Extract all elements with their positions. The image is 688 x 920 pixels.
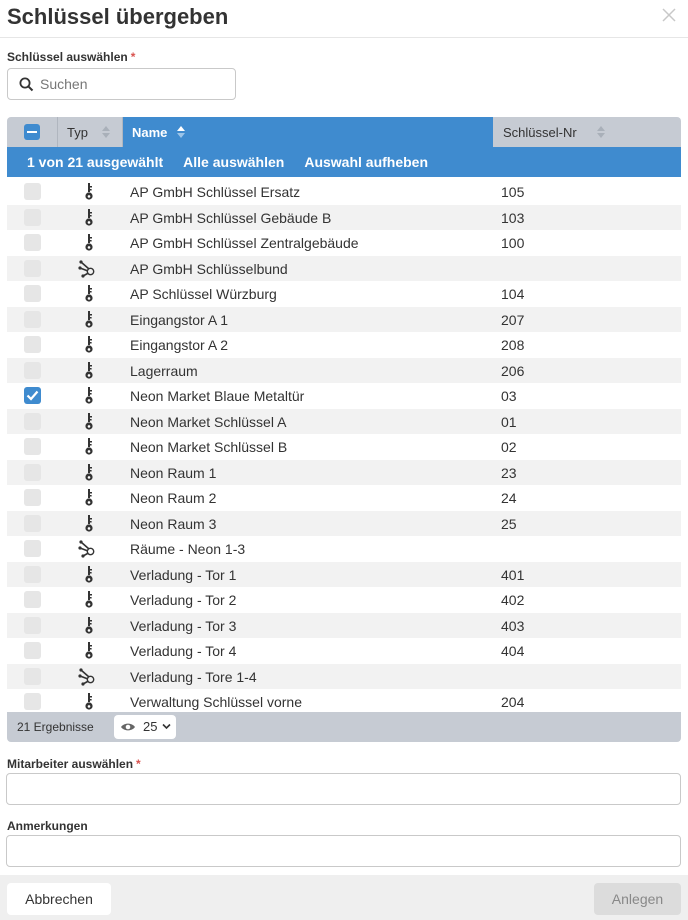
- required-mark: *: [136, 757, 141, 771]
- table-row[interactable]: [7, 409, 681, 435]
- row-name: Neon Raum 3: [130, 515, 217, 532]
- row-number: 03: [501, 388, 517, 404]
- row-number: 103: [501, 209, 525, 226]
- row-checkbox[interactable]: [24, 693, 41, 710]
- key-icon: [81, 182, 97, 202]
- column-header-type[interactable]: [67, 117, 88, 147]
- column-type-label: Typ: [67, 124, 88, 140]
- row-checkbox[interactable]: [24, 617, 41, 634]
- page-size-value: 25: [143, 719, 158, 734]
- table-row[interactable]: [7, 587, 681, 613]
- row-name: Räume - Neon 1-3: [130, 541, 246, 557]
- select-all-link[interactable]: Alle auswählen: [183, 154, 285, 170]
- column-name-label: Name: [132, 124, 168, 140]
- keyring-icon: [78, 667, 98, 687]
- row-number: 02: [501, 439, 517, 455]
- notes-label: Anmerkungen: [7, 819, 88, 833]
- sort-icon[interactable]: [596, 125, 606, 139]
- row-checkbox[interactable]: [24, 642, 41, 659]
- row-name: AP GmbH Schlüssel Zentralgebäude: [130, 235, 359, 251]
- key-icon: [81, 233, 97, 253]
- table-row[interactable]: [7, 562, 681, 588]
- table-row[interactable]: [7, 358, 681, 384]
- table-row[interactable]: [7, 664, 681, 690]
- row-name: Lagerraum: [130, 362, 198, 379]
- row-number: 207: [501, 311, 525, 328]
- row-number: 105: [501, 184, 525, 200]
- row-number: 401: [501, 566, 525, 583]
- row-checkbox[interactable]: [24, 336, 41, 353]
- row-checkbox[interactable]: [24, 387, 41, 404]
- table-row[interactable]: [7, 281, 681, 307]
- row-checkbox[interactable]: [24, 489, 41, 506]
- sort-icon[interactable]: [101, 125, 111, 139]
- column-number-label: Schlüssel-Nr: [503, 124, 577, 140]
- key-icon: [81, 514, 97, 534]
- row-name: Eingangstor A 1: [130, 311, 229, 328]
- row-name: AP GmbH Schlüssel Gebäude B: [130, 209, 332, 226]
- select-all-checkbox[interactable]: [24, 124, 40, 140]
- search-box[interactable]: [7, 68, 236, 100]
- required-mark: *: [130, 50, 136, 64]
- grid-body: [7, 179, 681, 715]
- key-icon: [81, 437, 97, 457]
- key-icon: [81, 361, 97, 381]
- row-number: 24: [501, 490, 517, 506]
- row-number: 01: [501, 413, 517, 430]
- row-checkbox[interactable]: [24, 438, 41, 455]
- employee-select-label: Mitarbeiter auswählen *: [7, 757, 141, 771]
- page-size-select[interactable]: [114, 715, 176, 739]
- grid-footer: [7, 712, 681, 742]
- row-number: 404: [501, 643, 525, 659]
- search-input[interactable]: [40, 73, 230, 95]
- dialog-title: Schlüssel übergeben: [7, 4, 229, 29]
- submit-button[interactable]: Anlegen: [594, 883, 681, 915]
- table-row[interactable]: [7, 332, 681, 358]
- key-icon: [81, 488, 97, 508]
- table-row[interactable]: [7, 205, 681, 231]
- row-checkbox[interactable]: [24, 668, 41, 685]
- key-icon: [81, 335, 97, 355]
- key-icon: [81, 412, 97, 432]
- row-checkbox[interactable]: [24, 413, 41, 430]
- key-grid: [7, 117, 681, 742]
- row-number: 204: [501, 694, 525, 710]
- sort-asc-icon: [176, 125, 186, 139]
- row-number: 104: [501, 286, 525, 302]
- chevron-down-icon: [162, 723, 171, 730]
- row-checkbox[interactable]: [24, 515, 41, 532]
- key-select-label: Schlüssel auswählen *: [7, 50, 136, 64]
- selection-status: 1 von 21 ausgewählt: [27, 154, 164, 170]
- column-header-number[interactable]: [503, 117, 577, 147]
- table-row[interactable]: [7, 230, 681, 256]
- row-checkbox[interactable]: [24, 464, 41, 481]
- row-name: AP GmbH Schlüsselbund: [130, 260, 288, 277]
- row-checkbox[interactable]: [24, 566, 41, 583]
- row-checkbox[interactable]: [24, 591, 41, 608]
- table-row[interactable]: [7, 383, 681, 409]
- table-row[interactable]: [7, 511, 681, 537]
- row-name: Neon Market Blaue Metaltür: [130, 388, 305, 404]
- row-checkbox[interactable]: [24, 311, 41, 328]
- row-name: Neon Raum 1: [130, 464, 217, 481]
- row-checkbox[interactable]: [24, 285, 41, 302]
- table-row[interactable]: [7, 179, 681, 205]
- row-checkbox[interactable]: [24, 209, 41, 226]
- row-number: 403: [501, 617, 525, 634]
- row-name: Verwaltung Schlüssel vorne: [130, 694, 302, 710]
- row-name: Verladung - Tor 4: [130, 643, 237, 659]
- row-checkbox[interactable]: [24, 540, 41, 557]
- key-icon: [81, 565, 97, 585]
- column-header-name[interactable]: [123, 117, 493, 147]
- grid-header: [7, 117, 681, 147]
- table-row[interactable]: [7, 613, 681, 639]
- row-checkbox[interactable]: [24, 362, 41, 379]
- key-icon: [81, 386, 97, 406]
- row-number: 23: [501, 464, 517, 481]
- key-icon: [81, 310, 97, 330]
- row-checkbox[interactable]: [24, 234, 41, 251]
- row-number: 402: [501, 592, 525, 608]
- row-name: Eingangstor A 2: [130, 337, 229, 353]
- close-icon[interactable]: [660, 6, 678, 24]
- row-name: AP GmbH Schlüssel Ersatz: [130, 184, 301, 200]
- row-checkbox[interactable]: [24, 260, 41, 277]
- key-icon: [81, 590, 97, 610]
- eye-icon: [120, 721, 136, 733]
- row-name: Verladung - Tor 3: [130, 617, 237, 634]
- key-icon: [81, 616, 97, 636]
- row-name: Neon Raum 2: [130, 490, 217, 506]
- table-row[interactable]: [7, 256, 681, 282]
- key-icon: [81, 641, 97, 661]
- clear-selection-link[interactable]: Auswahl aufheben: [304, 154, 429, 170]
- row-name: AP Schlüssel Würzburg: [130, 286, 277, 302]
- title-divider: [0, 37, 688, 38]
- search-icon: [19, 77, 34, 92]
- key-icon: [81, 208, 97, 228]
- employee-select-field[interactable]: [6, 773, 681, 805]
- row-name: Neon Market Schlüssel A: [130, 413, 287, 430]
- row-checkbox[interactable]: [24, 183, 41, 200]
- table-row[interactable]: [7, 307, 681, 333]
- row-number: 206: [501, 362, 525, 379]
- key-icon: [81, 284, 97, 304]
- row-name: Verladung - Tore 1-4: [130, 668, 257, 685]
- row-name: Verladung - Tor 1: [130, 566, 237, 583]
- table-row[interactable]: [7, 434, 681, 460]
- notes-field[interactable]: [6, 835, 681, 867]
- table-row[interactable]: [7, 485, 681, 511]
- key-icon: [81, 692, 97, 712]
- row-number: 208: [501, 337, 525, 353]
- table-row[interactable]: [7, 536, 681, 562]
- keyring-icon: [78, 539, 98, 559]
- column-separator: [57, 117, 58, 147]
- dialog-footer: [0, 875, 688, 920]
- selection-bar: [7, 147, 681, 177]
- table-row[interactable]: [7, 638, 681, 664]
- result-count: 21 Ergebnisse: [17, 720, 94, 734]
- keyring-icon: [78, 259, 98, 279]
- table-row[interactable]: [7, 689, 681, 715]
- row-number: 25: [501, 515, 517, 532]
- key-icon: [81, 463, 97, 483]
- row-number: 100: [501, 235, 525, 251]
- table-row[interactable]: [7, 460, 681, 486]
- row-name: Verladung - Tor 2: [130, 592, 237, 608]
- cancel-button[interactable]: Abbrechen: [7, 883, 111, 915]
- row-name: Neon Market Schlüssel B: [130, 439, 288, 455]
